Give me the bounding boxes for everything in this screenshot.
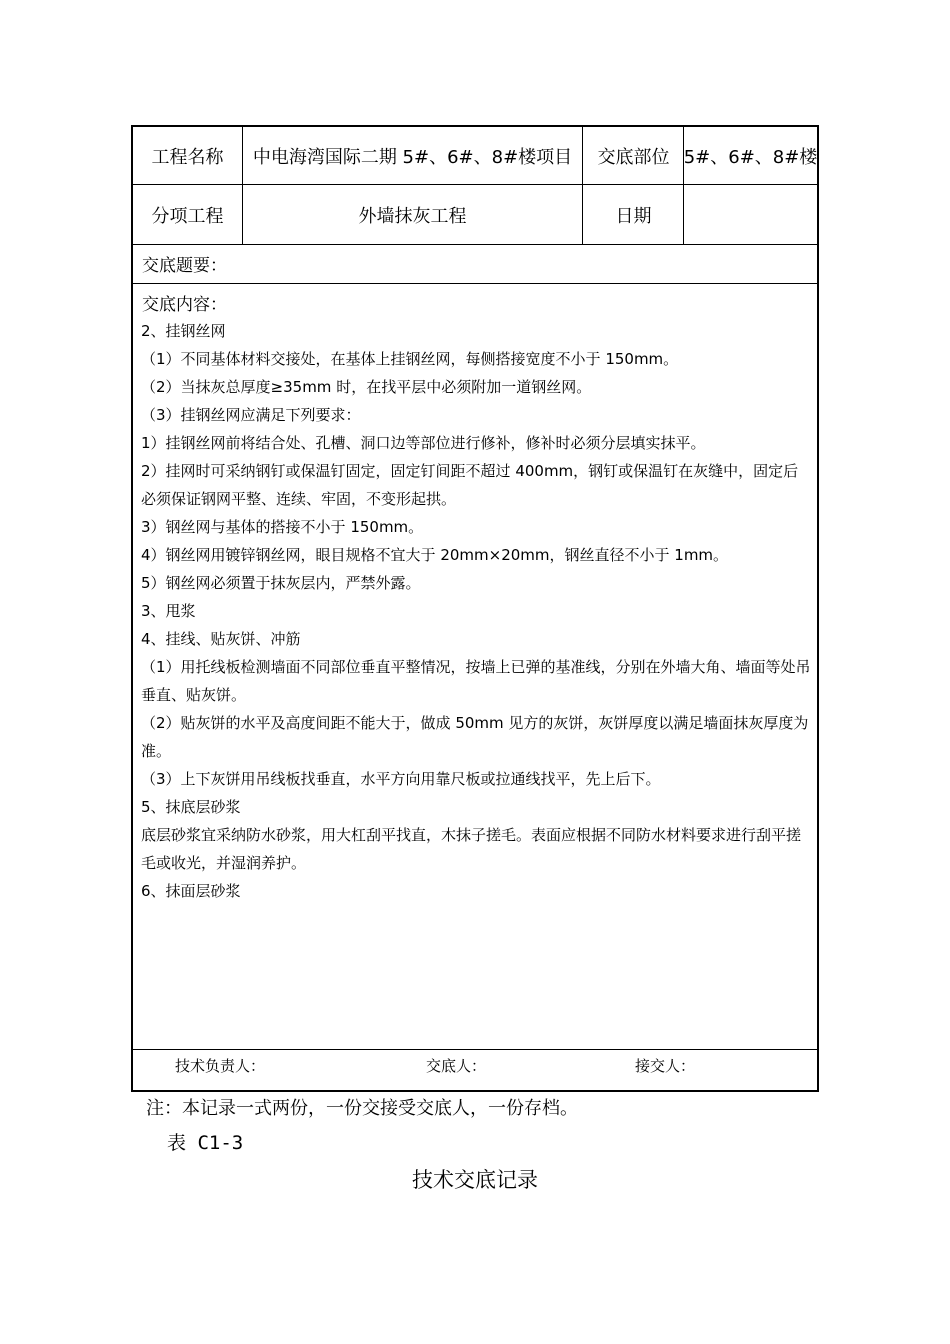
content-paragraph: （2）贴灰饼的水平及高度间距不能大于，做成 50mm 见方的灰饼，灰饼厚度以满足墙面抹灰厚度为准。 [141, 714, 809, 760]
summary-label: 交底题要： [142, 256, 227, 276]
content-label: 交底内容： [142, 295, 227, 315]
subitem-label: 分项工程 [151, 205, 224, 227]
row-divider-2 [133, 244, 817, 245]
content-paragraph: （1）不同基体材料交接处，在基体上挂钢丝网，每侧搭接宽度不小于 150mm。 [141, 350, 679, 368]
row-divider-4 [133, 1049, 817, 1050]
content-paragraph: 1）挂钢丝网前将结合处、孔槽、洞口边等部位进行修补，修补时必须分层填实抹平。 [141, 434, 706, 452]
content-paragraph: 底层砂浆宜采纳防水砂浆，用大杠刮平找直，木抹子搓毛。表面应根据不同防水材料要求进行刮平搓毛或收光，并湿润养护。 [141, 826, 802, 872]
date-value [684, 185, 817, 244]
content-paragraph: 2、挂钢丝网 [141, 322, 226, 340]
content-paragraph: 5、抹底层砂浆 [141, 798, 241, 816]
content-paragraph: 3、甩浆 [141, 602, 196, 620]
date-label: 日期 [615, 205, 652, 227]
content-paragraph: 4、挂线、贴灰饼、冲筋 [141, 630, 301, 648]
location-label: 交底部位 [597, 146, 670, 168]
content-body [141, 317, 811, 905]
content-paragraph: 2）挂网时可采纳钢钉或保温钉固定，固定钉间距不超过 400mm，钢钉或保温钉在灰缝中，固定后必须保证钢网平整、连续、牢固，不变形起拱。 [141, 462, 799, 508]
content-paragraph: 4）钢丝网用镀锌钢丝网，眼目规格不宜大于 20mm×20mm，钢丝直径不小于 1mm。 [141, 546, 729, 564]
content-paragraph: （2）当抹灰总厚度≥35mm 时，在找平层中必须附加一道钢丝网。 [141, 378, 592, 396]
col-divider-2 [582, 127, 583, 244]
tech-lead-signature: 技术负责人： [175, 1057, 266, 1075]
receiver-signature: 接交人： [635, 1057, 696, 1075]
document-title: 技术交底记录 [412, 1168, 538, 1192]
content-paragraph: （3）上下灰饼用吊线板找垂直，水平方向用靠尺板或拉通线找平，先上后下。 [141, 770, 661, 788]
subitem-value: 外墙抹灰工程 [358, 205, 467, 227]
content-paragraph: （3）挂钢丝网应满足下列要求： [141, 406, 361, 424]
footnote: 注：本记录一式两份，一份交接受交底人，一份存档。 [146, 1098, 578, 1119]
content-paragraph: （1）用托线板检测墙面不同部位垂直平整情况，按墙上已弹的基准线，分别在外墙大角、墙面等处吊垂直、贴灰饼。 [141, 658, 811, 704]
discloser-signature: 交底人： [426, 1057, 487, 1075]
form-number: 表 C1-3 [167, 1132, 244, 1154]
row-divider-3 [133, 283, 817, 284]
project-name-label: 工程名称 [151, 146, 224, 168]
content-paragraph: 6、抹面层砂浆 [141, 882, 241, 900]
location-value: 5#、6#、8#楼 [683, 146, 818, 168]
project-name-value: 中电海湾国际二期 5#、6#、8#楼项目 [252, 146, 573, 168]
content-paragraph: 3）钢丝网与基体的搭接不小于 150mm。 [141, 518, 424, 536]
disclosure-form [131, 125, 819, 1092]
content-paragraph: 5）钢丝网必须置于抹灰层内，严禁外露。 [141, 574, 421, 592]
